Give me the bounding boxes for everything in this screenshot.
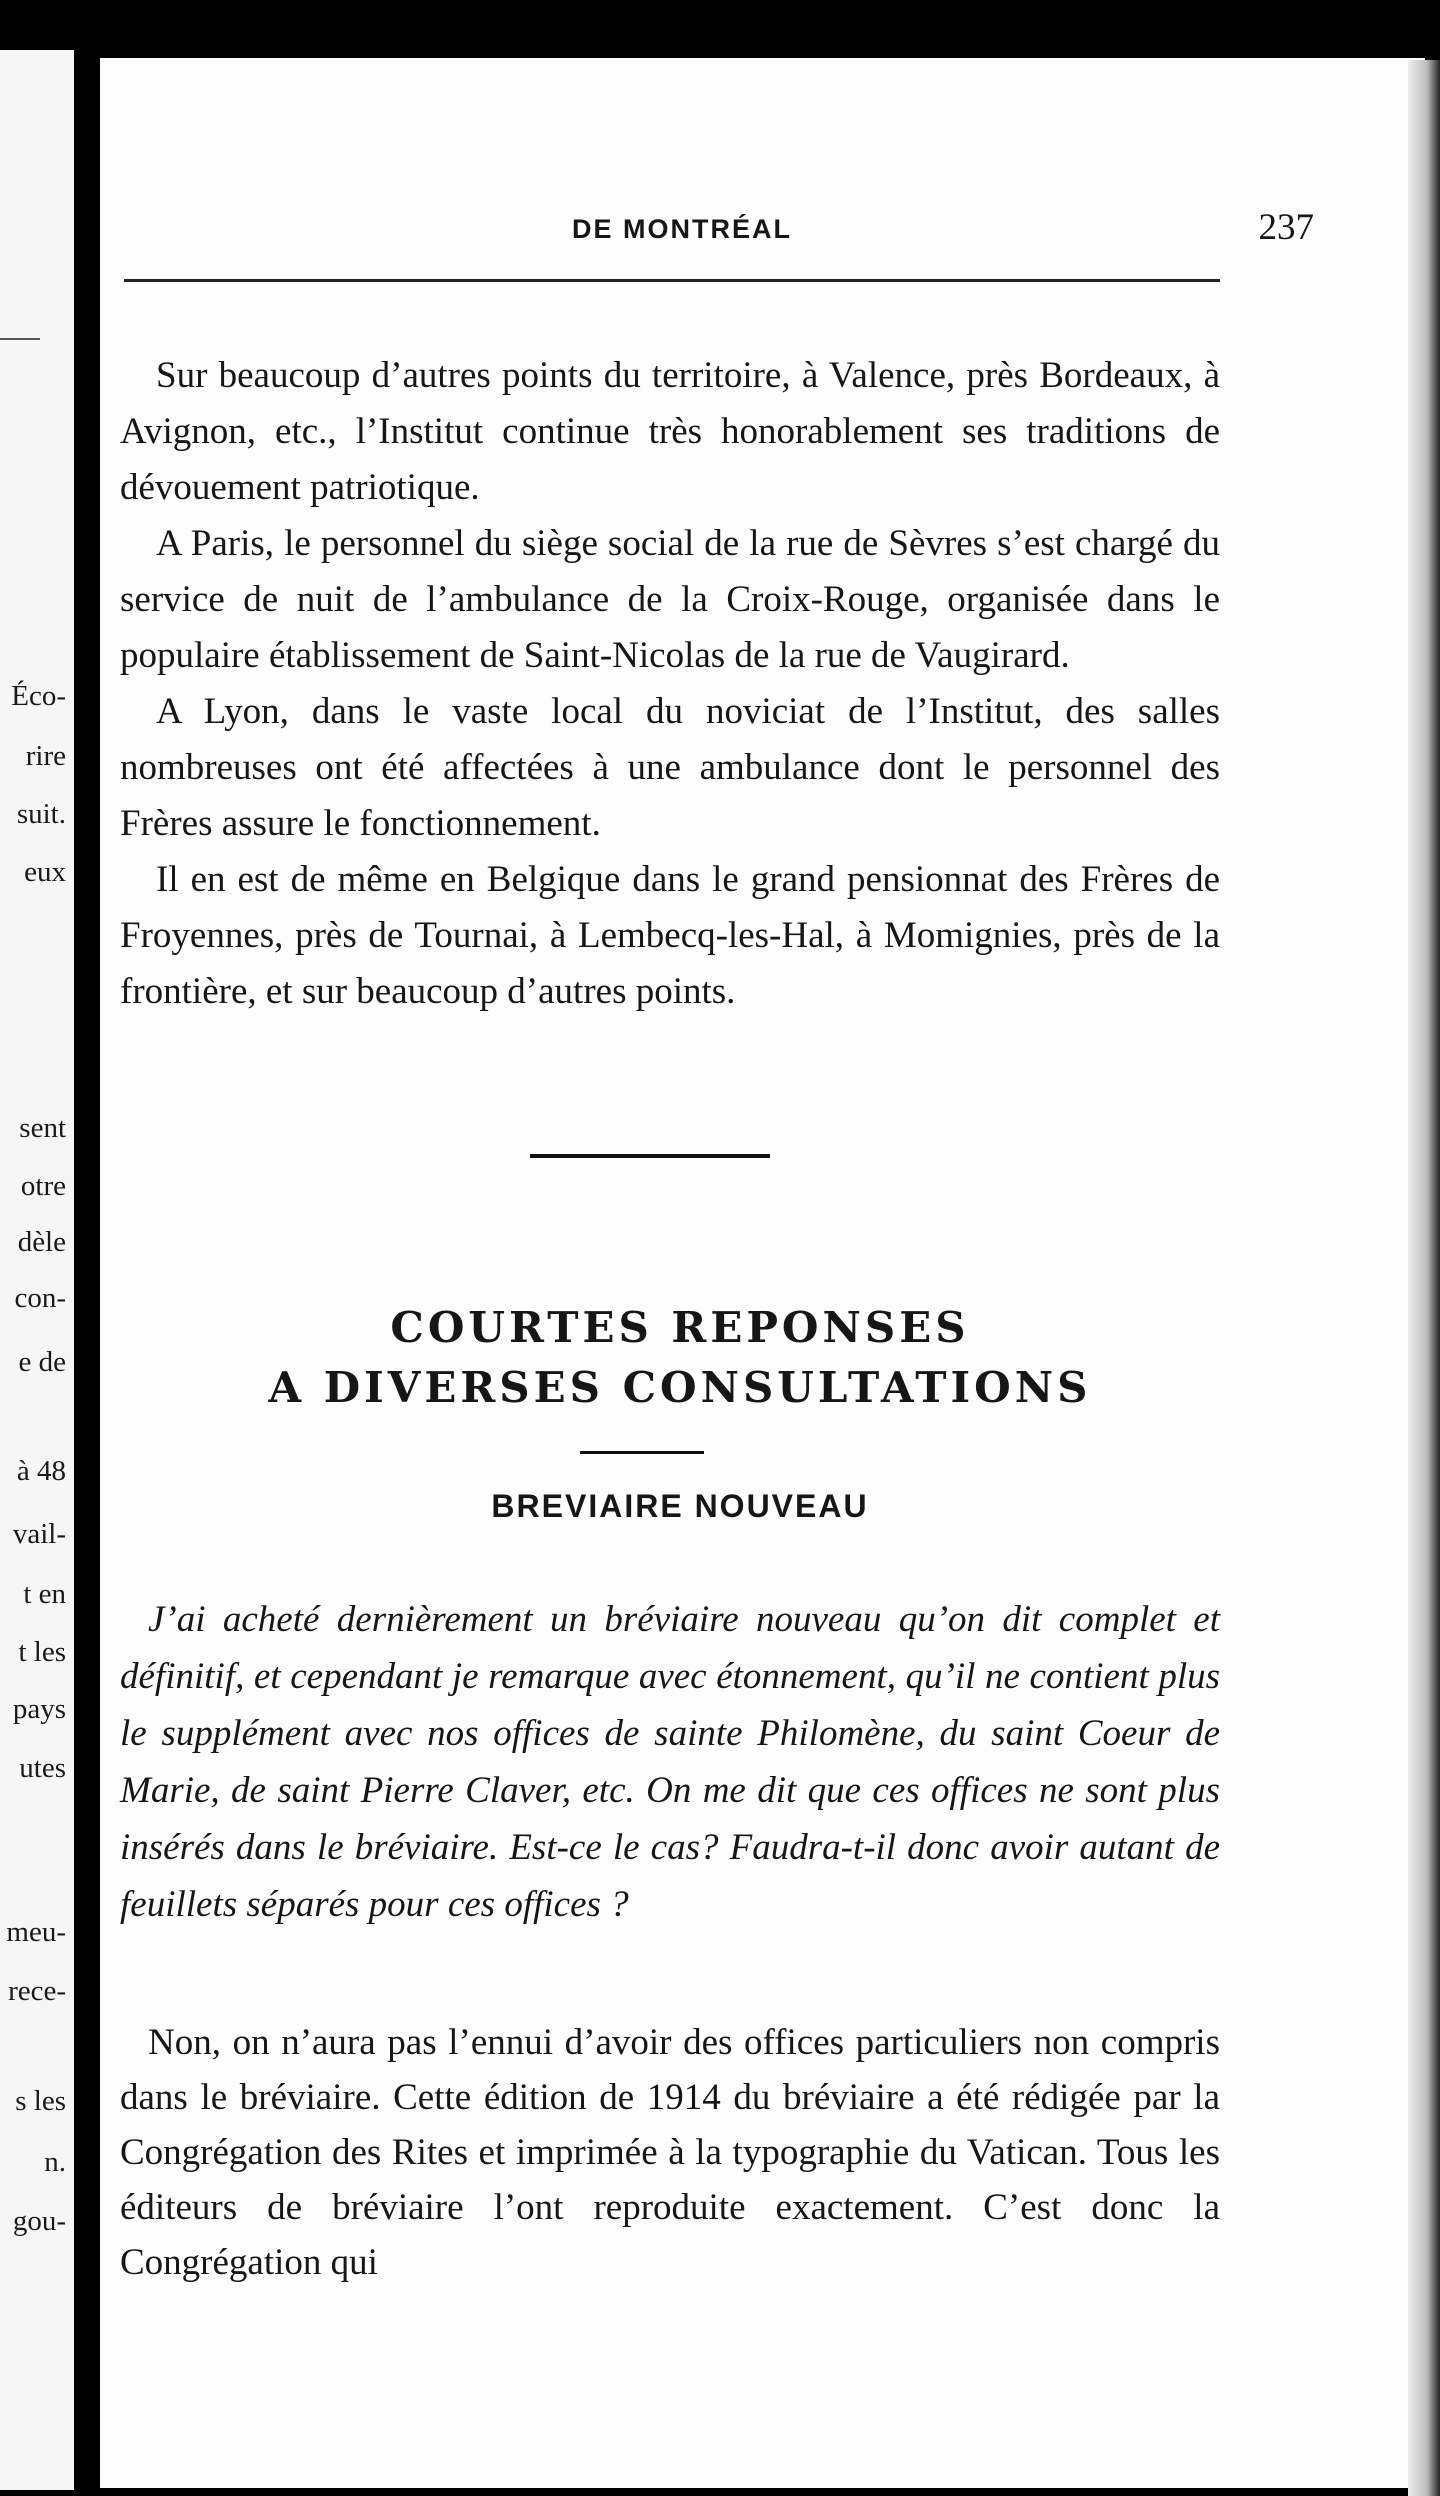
left-fragment: con- bbox=[14, 1282, 66, 1314]
paragraph: A Lyon, dans le vaste local du noviciat de l’Institut, des salles nombreuses ont été affectées à une ambulance dont le personnel des Frères assure le fonctionnement. bbox=[120, 691, 1220, 844]
section-title-line: A DIVERSES CONSULTATIONS bbox=[268, 1363, 1092, 1412]
running-title: DE MONTRÉAL bbox=[572, 214, 792, 244]
page-number: 237 bbox=[1258, 207, 1314, 248]
left-fragment: e de bbox=[18, 1346, 66, 1378]
page-right-edge bbox=[1408, 60, 1440, 2496]
left-fragment: suit. bbox=[16, 798, 66, 830]
left-fragment: s les bbox=[15, 2085, 66, 2117]
left-fragment: meu- bbox=[6, 1916, 66, 1948]
left-fragment: t en bbox=[23, 1578, 66, 1610]
header-rule bbox=[124, 279, 1220, 282]
left-fragment: utes bbox=[19, 1752, 66, 1784]
body-text bbox=[120, 348, 1220, 1020]
subsection-separator bbox=[580, 1451, 704, 1454]
subsection-title: BREVIAIRE NOUVEAU bbox=[491, 1488, 869, 1524]
left-fragment: pays bbox=[12, 1693, 66, 1725]
previous-page-rule bbox=[0, 338, 40, 340]
paragraph: Il en est de même en Belgique dans le grand pensionnat des Frères de Froyennes, près de Tournai, à Lembecq-les-Hal, à Momignies, près de la frontière, et sur beaucoup d’autres points. bbox=[120, 859, 1220, 1012]
left-fragment: eux bbox=[24, 856, 66, 888]
section-title bbox=[100, 1298, 1260, 1418]
previous-page-edge bbox=[0, 50, 74, 2490]
left-fragment: dèle bbox=[17, 1226, 66, 1258]
page-header bbox=[122, 204, 1314, 264]
answer-text: Non, on n’aura pas l’ennui d’avoir des offices particuliers non compris dans le bréviaire. Cette édition de 1914 du bréviaire a été rédigée par la Congrégation des Rites et imprimée à la typographie du Vatican. Tous les éditeurs de bréviaire l’ont reproduite exactement. C’est donc la Congrégation qui bbox=[120, 2022, 1220, 2283]
paragraph: A Paris, le personnel du siège social de la rue de Sèvres s’est chargé du service de nuit de l’ambulance de la Croix-Rouge, organisée dans le populaire établissement de Saint-Nicolas de la rue de Vaugirard. bbox=[120, 523, 1220, 676]
left-fragment: gou- bbox=[12, 2205, 66, 2237]
section-separator bbox=[530, 1154, 770, 1158]
left-fragment: Éco- bbox=[11, 680, 66, 712]
left-fragment: t les bbox=[18, 1636, 66, 1668]
section-title-line: COURTES REPONSES bbox=[390, 1303, 970, 1352]
left-fragment: rire bbox=[25, 740, 66, 772]
question-text: J’ai acheté dernièrement un bréviaire nouveau qu’on dit complet et définitif, et cependant je remarque avec étonnement, qu’il ne contient plus le supplément avec nos offices de sainte Philomène, du saint Coeur de Marie, de saint Pierre Claver, etc. On me dit que ces offices ne sont plus insérés dans le bréviaire. Est-ce le cas? Faudra-t-il donc avoir autant de feuillets séparés pour ces offices ? bbox=[120, 1599, 1220, 1925]
left-fragment: otre bbox=[20, 1170, 66, 1202]
left-fragment: sent bbox=[19, 1112, 66, 1144]
left-fragment: n. bbox=[44, 2146, 66, 2178]
left-fragment: rece- bbox=[8, 1975, 66, 2007]
left-fragment: vail- bbox=[12, 1518, 66, 1550]
book-page bbox=[100, 58, 1425, 2488]
left-fragment: à 48 bbox=[16, 1455, 66, 1487]
paragraph: Sur beaucoup d’autres points du territoire, à Valence, près Bordeaux, à Avignon, etc., l’Institut continue très honorablement ses traditions de dévouement patriotique. bbox=[120, 355, 1220, 508]
